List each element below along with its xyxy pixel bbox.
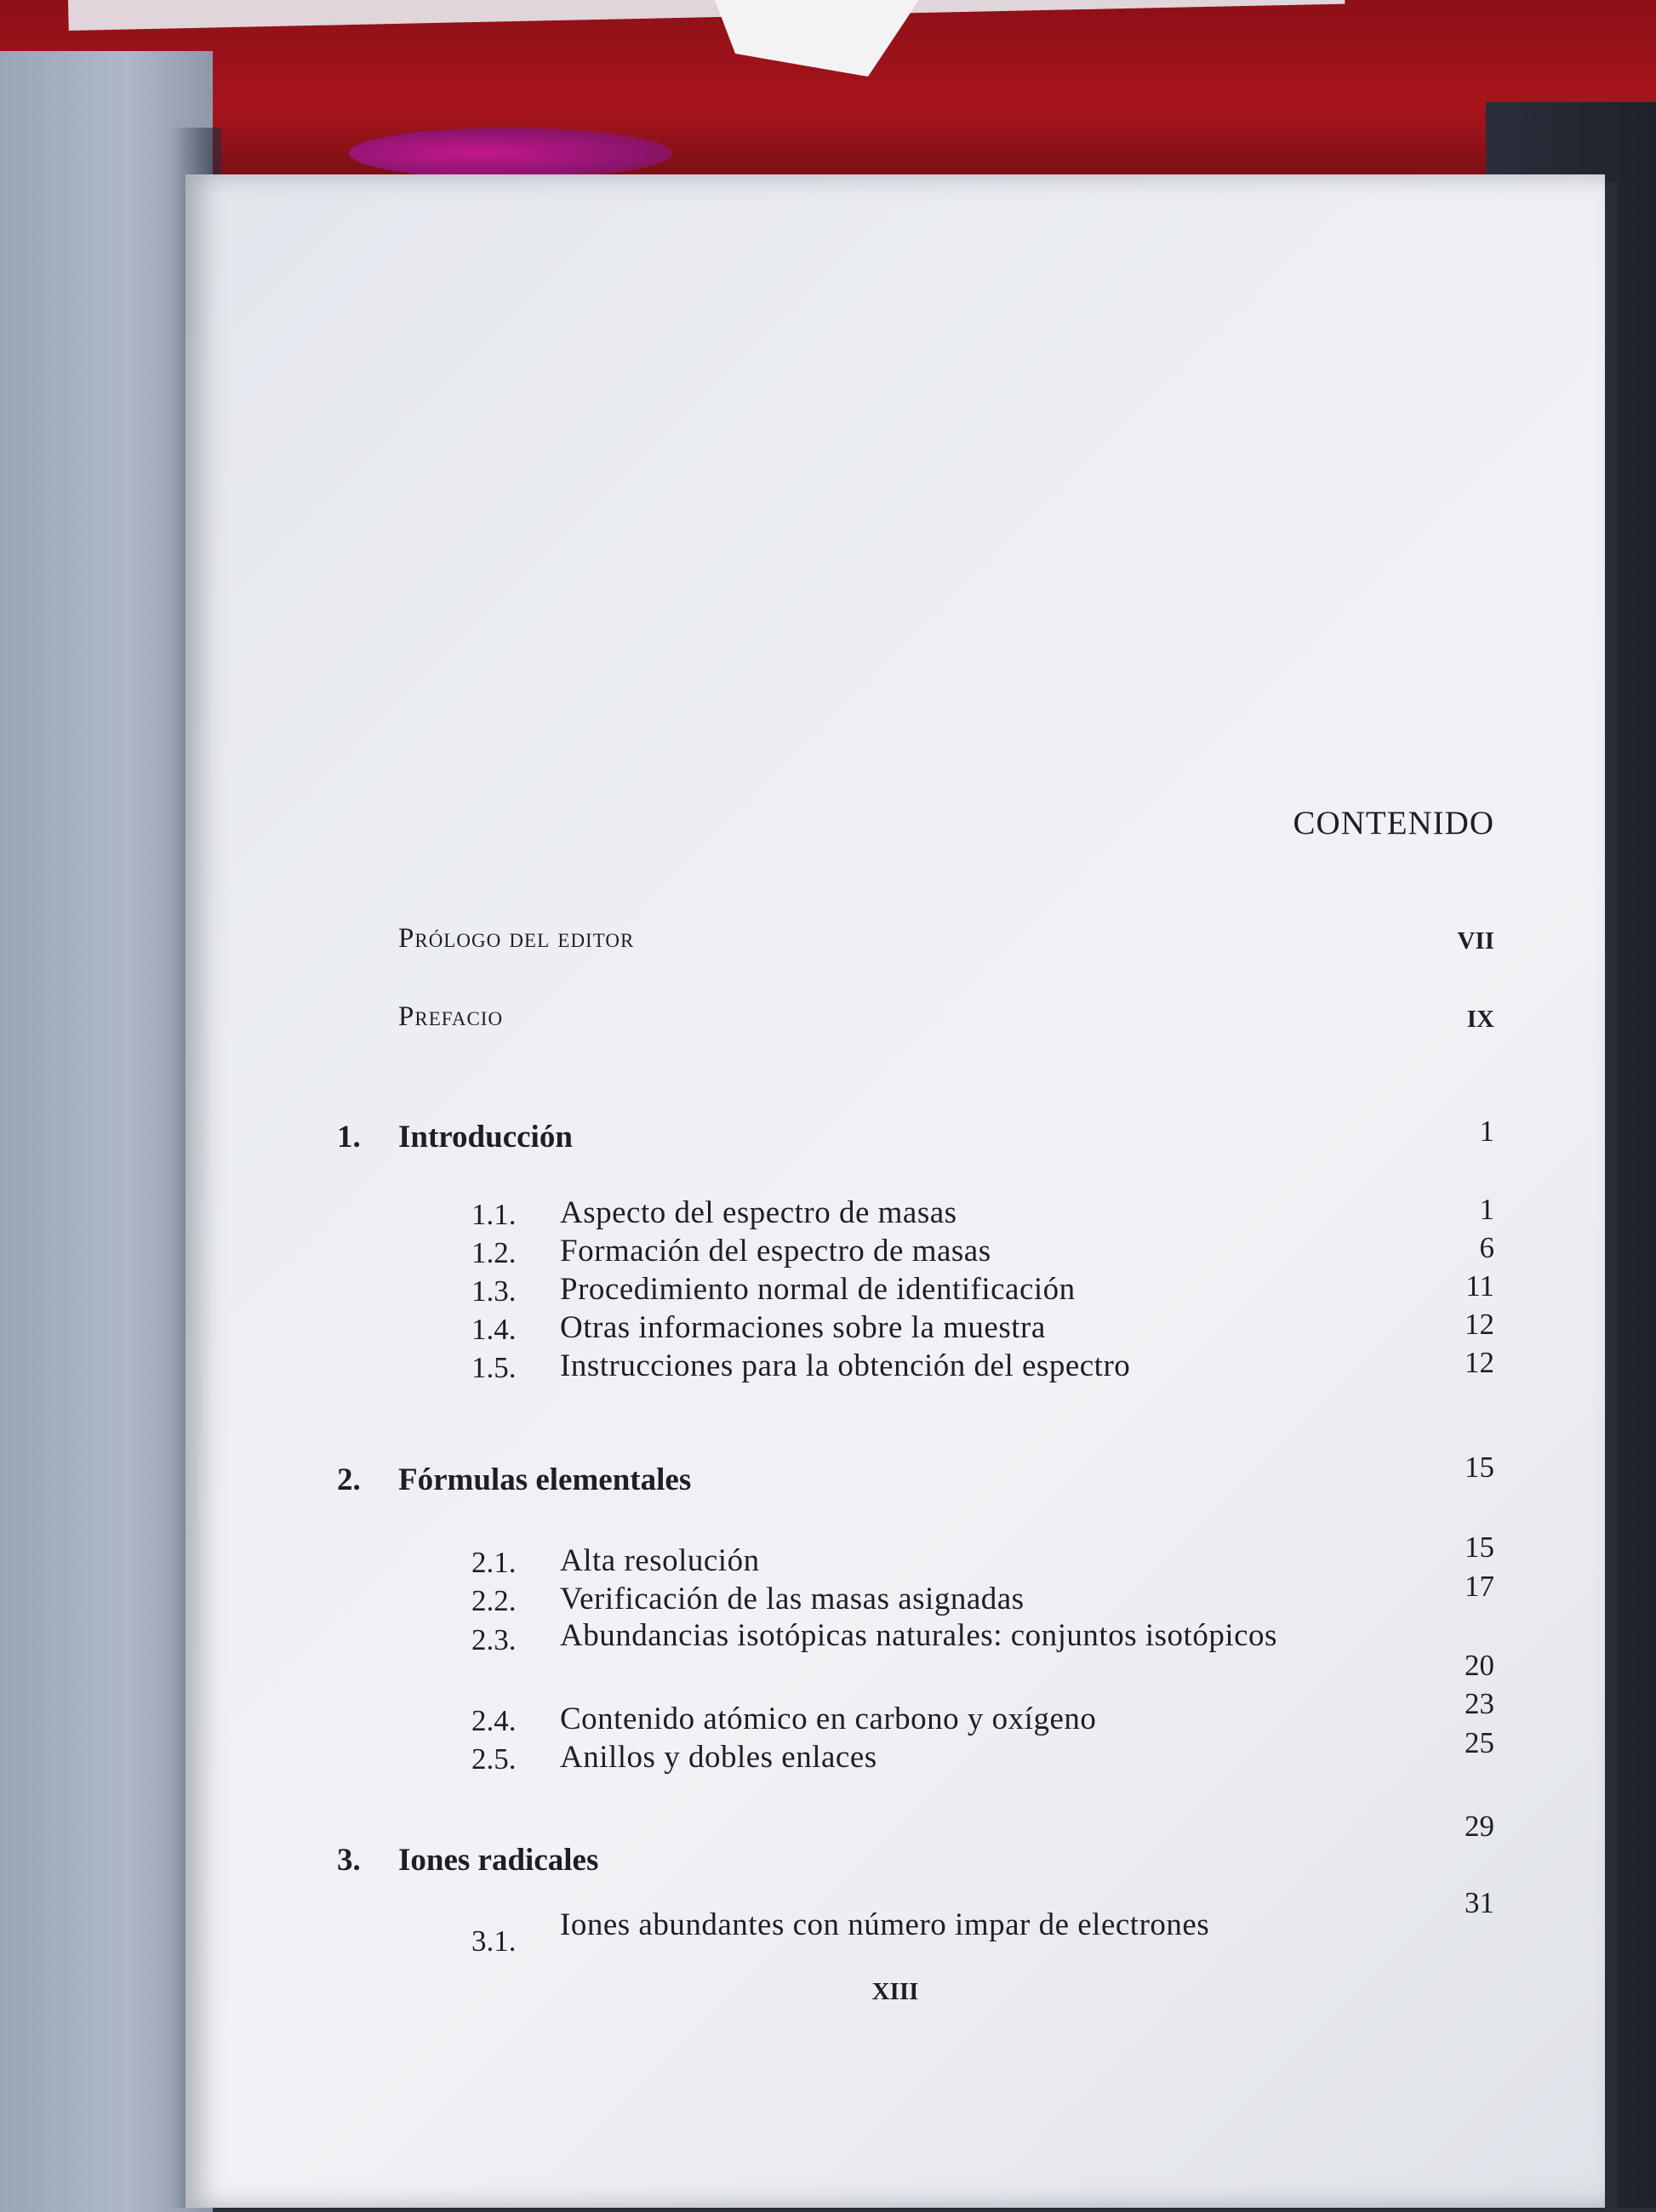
- chapter-1-number: 1.: [337, 1120, 361, 1154]
- section-2-4-title: Contenido atómico en carbono y oxígeno: [560, 1702, 1097, 1736]
- page-folio: XIII: [871, 1978, 919, 2005]
- section-1-2-title: Formación del espectro de masas: [560, 1234, 991, 1268]
- chapter-3-page: 29: [1465, 1810, 1494, 1843]
- section-2-4-page: 23: [1465, 1687, 1494, 1720]
- section-2-1-title: Alta resolución: [560, 1543, 760, 1578]
- toc-entry-prologo-title: Prólogo del editor: [398, 923, 635, 954]
- section-1-2-number: 1.2.: [471, 1236, 517, 1269]
- chapter-1-page: 1: [1479, 1115, 1494, 1148]
- section-3-1-page: 31: [1465, 1886, 1494, 1919]
- section-1-3-title: Procedimiento normal de identificación: [560, 1272, 1076, 1307]
- section-1-5-page: 12: [1465, 1346, 1494, 1379]
- chapter-3-number: 3.: [337, 1843, 361, 1878]
- section-2-2-number: 2.2.: [471, 1584, 517, 1617]
- section-1-1-page: 1: [1479, 1193, 1494, 1226]
- chapter-2-title: Fórmulas elementales: [398, 1462, 692, 1497]
- table-of-contents: [186, 174, 1605, 2208]
- section-1-4-page: 12: [1465, 1308, 1494, 1341]
- toc-entry-prefacio-title: Prefacio: [398, 1001, 504, 1032]
- chapter-3-title: Iones radicales: [398, 1843, 599, 1878]
- toc-entry-prefacio-page: IX: [1466, 1006, 1494, 1033]
- section-1-4-title: Otras informaciones sobre la muestra: [560, 1310, 1046, 1345]
- section-2-5-title: Anillos y dobles enlaces: [560, 1740, 877, 1775]
- section-1-3-page: 11: [1465, 1269, 1494, 1303]
- chapter-2-number: 2.: [337, 1462, 361, 1497]
- section-2-1-page: 15: [1465, 1531, 1494, 1564]
- section-2-2-page: 17: [1465, 1570, 1494, 1603]
- section-1-4-number: 1.4.: [471, 1313, 517, 1346]
- section-1-1-title: Aspecto del espectro de masas: [560, 1195, 957, 1230]
- section-2-1-number: 2.1.: [471, 1546, 517, 1579]
- section-2-5-number: 2.5.: [471, 1742, 517, 1776]
- section-2-4-number: 2.4.: [471, 1704, 517, 1737]
- section-2-3-number: 2.3.: [471, 1623, 517, 1656]
- chapter-1-title: Introducción: [398, 1120, 573, 1154]
- section-2-2-title: Verificación de las masas asignadas: [560, 1582, 1025, 1616]
- section-3-1-number: 3.1.: [471, 1924, 517, 1958]
- section-2-3-title: Abundancias isotópicas naturales: conjuntos isotópicos: [560, 1618, 1277, 1653]
- toc-heading: CONTENIDO: [1293, 805, 1494, 841]
- section-1-3-number: 1.3.: [471, 1274, 517, 1308]
- section-2-3-page: 20: [1465, 1649, 1494, 1682]
- section-1-1-number: 1.1.: [471, 1198, 517, 1231]
- section-2-5-page: 25: [1465, 1726, 1494, 1759]
- section-1-2-page: 6: [1479, 1231, 1494, 1264]
- section-3-1-title: Iones abundantes con número impar de electrones: [560, 1907, 1210, 1942]
- background-spot: [349, 128, 672, 179]
- section-1-5-number: 1.5.: [471, 1351, 517, 1384]
- toc-entry-prologo-page: VII: [1457, 927, 1494, 955]
- section-1-5-title: Instrucciones para la obtención del espectro: [560, 1348, 1131, 1383]
- chapter-2-page: 15: [1465, 1451, 1494, 1484]
